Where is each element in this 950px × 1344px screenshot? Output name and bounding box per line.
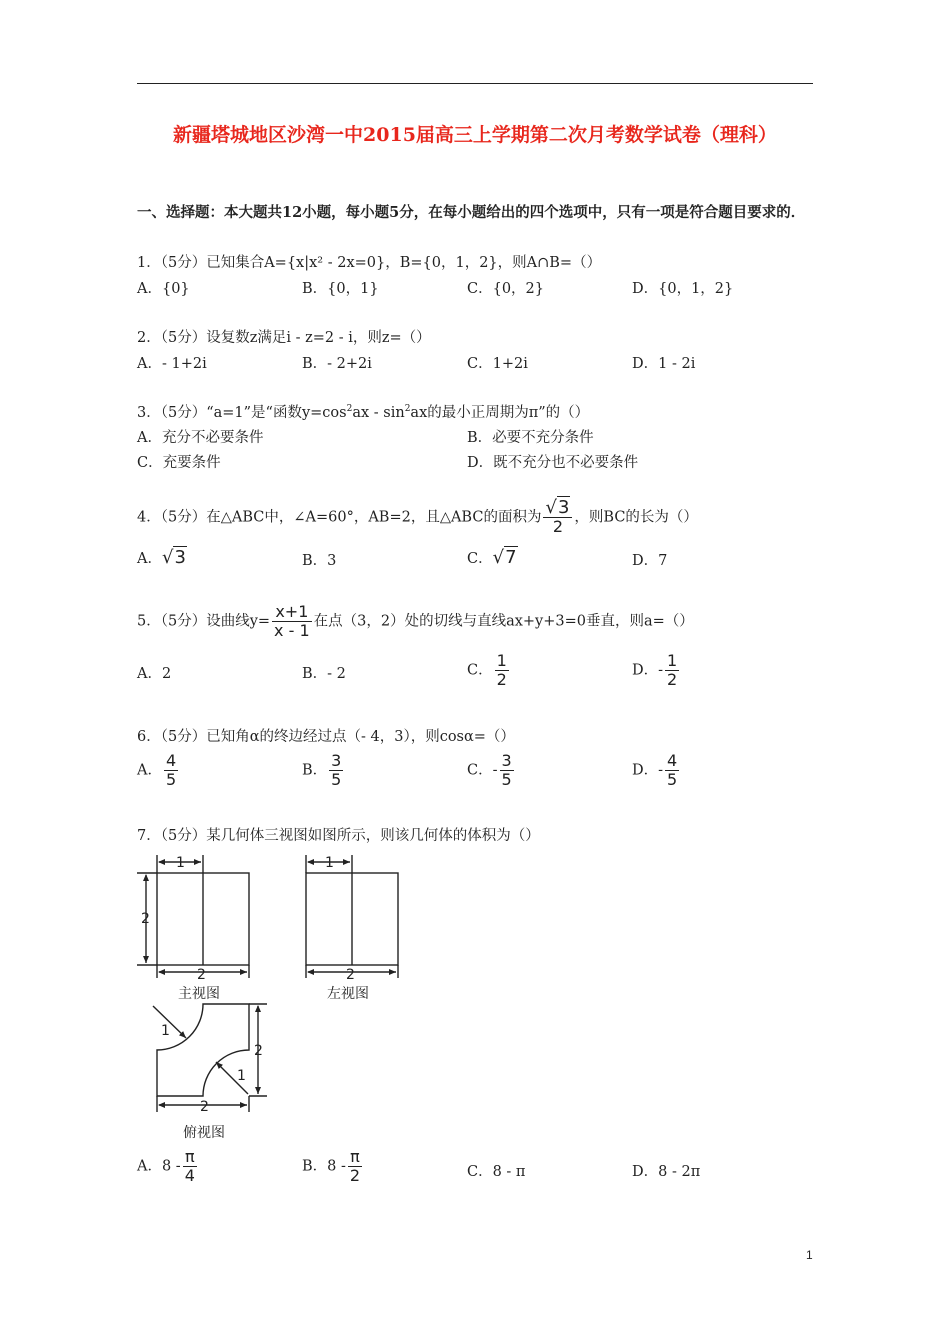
q6-option-b: B． $\frac{3}{5}$ bbox=[302, 751, 342, 789]
q4-option-a: A．√3 bbox=[137, 547, 186, 568]
page-number: 1 bbox=[806, 1248, 813, 1262]
q2-option-a: A．- 1+2i bbox=[137, 356, 207, 372]
question-6: 6．（5分）已知角α的终边经过点（- 4，3），则cosα=（） bbox=[137, 729, 515, 745]
question-1: 1．（5分）已知集合A={x|x² - 2x=0}，B={0，1，2}，则A∩B=（） bbox=[137, 255, 602, 271]
top-dim-right-label: 2 bbox=[254, 1043, 263, 1059]
q4-option-c: C．√7 bbox=[467, 547, 517, 568]
q7-option-b: B．8 - $\frac{\pi}{2}$ bbox=[302, 1147, 361, 1185]
question-7: 7．（5分）某几何体三视图如图所示，则该几何体的体积为（） bbox=[137, 828, 540, 844]
q3-option-b: B．必要不充分条件 bbox=[467, 430, 594, 446]
q7-option-a: A．8 - $\frac{\pi}{4}$ bbox=[137, 1147, 195, 1185]
q1-option-a: A．{0} bbox=[137, 281, 190, 297]
question-3: 3．（5分）“a=1”是“函数$y=\cos^2ax - \sin^2ax$的最小正周期为π”的（） bbox=[137, 404, 590, 421]
side-dim-bottom-label: 2 bbox=[346, 967, 355, 983]
q1-option-c: C．{0，2} bbox=[467, 281, 544, 297]
front-dim-left-label: 2 bbox=[141, 911, 150, 927]
top-radius-label-1: 1 bbox=[161, 1023, 170, 1039]
page-title: 新疆塔城地区沙湾一中2015届高三上学期第二次月考数学试卷（理科） bbox=[173, 124, 777, 146]
top-view-label: 俯视图 bbox=[183, 1125, 225, 1141]
q1-option-b: B．{0，1} bbox=[302, 281, 379, 297]
front-dim-top-label: 1 bbox=[176, 855, 185, 871]
q7-option-c: C．8 - π bbox=[467, 1164, 526, 1180]
q2-option-d: D．1 - 2i bbox=[632, 356, 696, 372]
q7-option-d: D．8 - 2π bbox=[632, 1164, 701, 1180]
q2-option-c: C．1+2i bbox=[467, 356, 528, 372]
curve-fraction: $\frac{x+1}{x - 1}$ bbox=[274, 602, 310, 640]
question-2: 2．（5分）设复数z满足i - z=2 - i，则z=（） bbox=[137, 330, 431, 346]
front-dim-bottom-label: 2 bbox=[197, 967, 206, 983]
top-dim-bottom-label: 2 bbox=[200, 1099, 209, 1115]
section-heading: 一、选择题：本大题共12小题，每小题5分，在每小题给出的四个选项中，只有一项是符合题目要求的． bbox=[137, 204, 806, 221]
q2-option-b: B．- 2+2i bbox=[302, 356, 372, 372]
q6-option-d: D．- $\frac{4}{5}$ bbox=[632, 751, 678, 789]
question-4: 4．（5分）在△ABC中，∠A=60°，AB=2，且△ABC的面积为 $\frac{√3}{2}$ ，则BC的长为（） bbox=[137, 497, 698, 536]
q3-option-a: A．充分不必要条件 bbox=[137, 430, 264, 446]
front-view-label: 主视图 bbox=[178, 986, 220, 1002]
question-5: 5．（5分）设曲线y= $\frac{x+1}{x - 1}$ 在点（3，2）处的切线与直线ax+y+3=0垂直，则a=（） bbox=[137, 602, 694, 640]
q4-option-b: B．3 bbox=[302, 553, 337, 569]
area-fraction: $\frac{√3}{2}$ bbox=[543, 499, 572, 536]
top-radius-label-2: 1 bbox=[237, 1068, 246, 1084]
q5-option-a: A．2 bbox=[137, 666, 172, 682]
q3-option-d: D．既不充分也不必要条件 bbox=[467, 455, 639, 471]
side-dim-top-label: 1 bbox=[325, 855, 334, 871]
top-view-outline bbox=[157, 1004, 249, 1096]
q6-option-a: A． $\frac{4}{5}$ bbox=[137, 751, 177, 789]
q5-option-c: C． $\frac{1}{2}$ bbox=[467, 651, 507, 689]
q3-option-c: C．充要条件 bbox=[137, 455, 221, 471]
q5-option-d: D．- $\frac{1}{2}$ bbox=[632, 651, 678, 689]
side-view-label: 左视图 bbox=[327, 986, 369, 1002]
q4-option-d: D．7 bbox=[632, 553, 668, 569]
q6-option-c: C．- $\frac{3}{5}$ bbox=[467, 751, 512, 789]
q1-option-d: D．{0，1，2} bbox=[632, 281, 734, 297]
q5-option-b: B．- 2 bbox=[302, 666, 346, 682]
